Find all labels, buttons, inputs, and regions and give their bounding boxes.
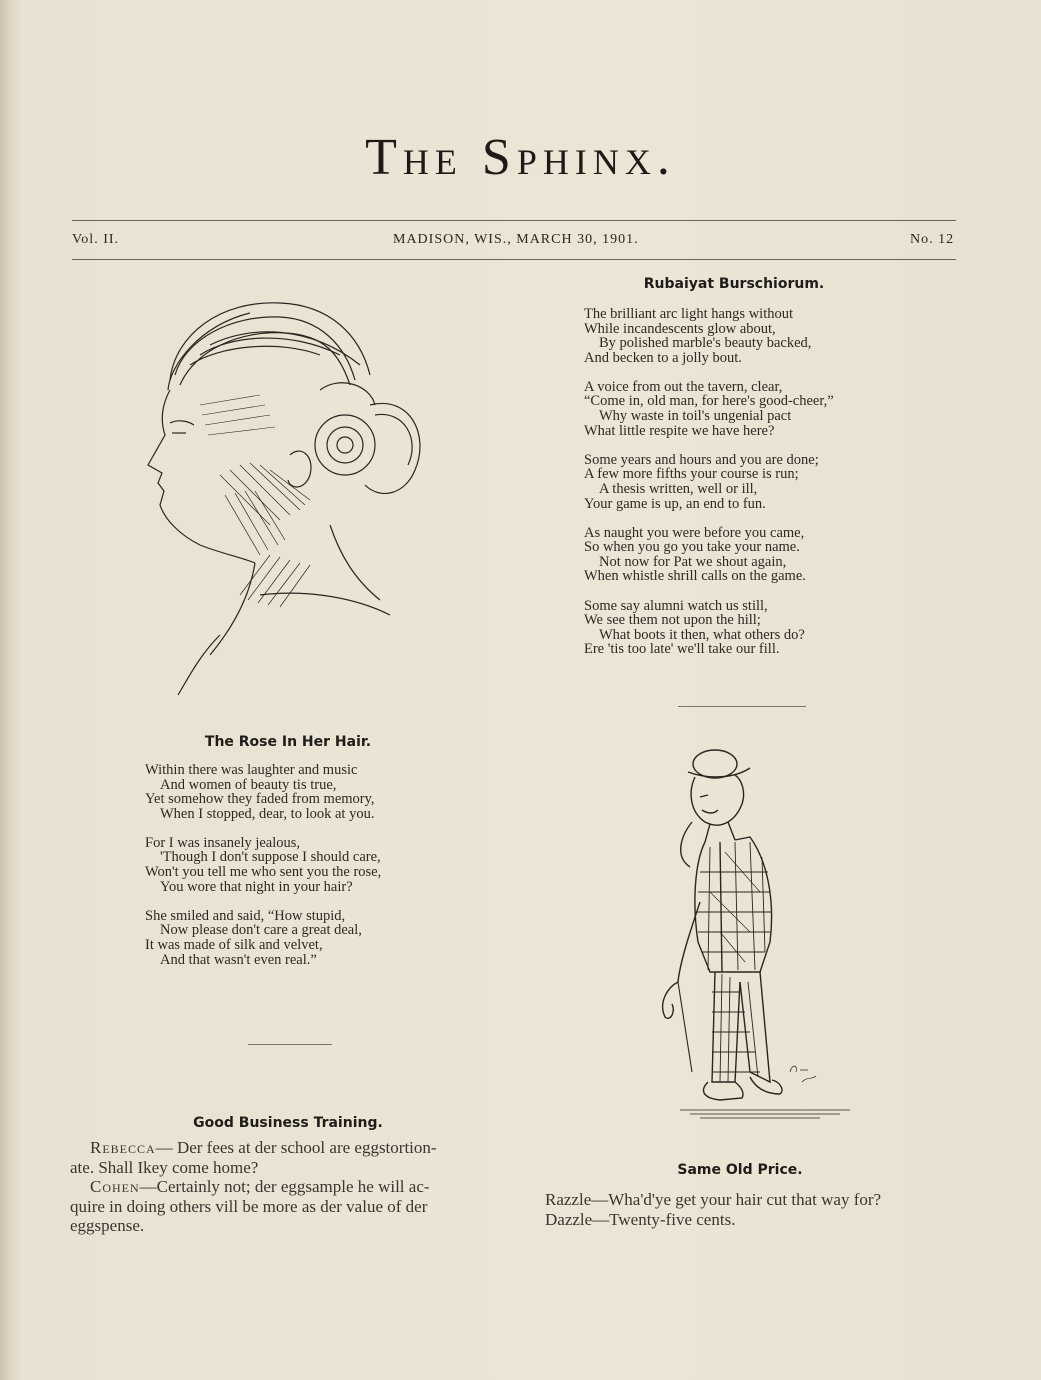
dialogue-line: Razzle—Wha'd'ye get your hair cut that way for? [545,1190,882,1209]
place-date-label: MADISON, WIS., MARCH 30, 1901. [393,232,639,247]
price-title: Same Old Price. [677,1162,803,1178]
rose-stanza [145,763,381,821]
rose-title: The Rose In Her Hair. [204,734,372,750]
poem-line: Yet somehow they faded from memory, [145,791,375,808]
rubaiyat-title: Rubaiyat Burschiorum. [643,276,825,292]
poem-line: 'Though I don't suppose I should care, [160,849,381,866]
poem-line: A voice from out the tavern, clear, [584,378,783,395]
poem-line: Your game is up, an end to fun. [584,495,766,512]
rubaiyat-stanza [584,599,834,657]
poem-line: She smiled and said, “How stupid, [145,907,346,924]
poem-line: When I stopped, dear, to look at you. [160,805,375,822]
poem-line: Not now for Pat we shout again, [599,553,787,570]
dialogue-line: Dazzle—Twenty-five cents. [545,1209,736,1229]
dialogue-line: eggspense. [70,1216,145,1235]
rubaiyat-stanza [584,307,834,365]
poem-line: Some years and hours and you are done; [584,451,819,468]
poem-line: Why waste in toil's ungenial pact [599,408,792,425]
poem-line: And becken to a jolly bout. [584,349,742,366]
dandy-man-illustration [650,742,850,1142]
poem-line: For I was insanely jealous, [145,834,301,851]
poem-line: Won't you tell me who sent you the rose, [145,864,382,881]
poem-line: By polished marble's beauty backed, [599,335,812,352]
dialogue-line [70,1138,510,1158]
bottom-rule [72,259,956,260]
poem-line: What little respite we have here? [584,422,775,439]
poem-line: You wore that night in your hair? [160,878,353,895]
rose-stanza [145,909,381,967]
issue-number-label: No. 12 [910,232,955,247]
poem-line: Within there was laughter and music [145,762,358,778]
section-divider [248,1044,332,1045]
dialogue-line [70,1177,510,1197]
dialogue-line: quire in doing others vill be more as der value of der [70,1196,428,1216]
business-dialogue [70,1138,510,1236]
poem-line: It was made of silk and velvet, [145,936,323,953]
poem-line: Some say alumni watch us still, [584,597,768,614]
section-divider [678,706,806,707]
dialogue-line: ate. Shall Ikey come home? [70,1157,259,1177]
poem-line: A thesis written, well or ill, [599,480,758,497]
poem-line: And women of beauty tis true, [160,776,337,793]
poem-line: And that wasn't even real.” [160,951,317,968]
poem-line: Now please don't care a great deal, [160,922,362,939]
price-dialogue [545,1190,1025,1229]
poem-line: While incandescents glow about, [584,320,776,337]
top-rule [72,220,956,221]
rubaiyat-stanza [584,380,834,438]
poem-line: So when you go you take your name. [584,539,800,556]
woman-portrait-illustration [140,295,440,705]
poem-line: We see them not upon the hill; [584,612,761,629]
rubaiyat-stanza [584,453,834,511]
poem-line: The brilliant arc light hangs without [584,306,793,322]
poem-line: Ere 'tis too late' we'll take our fill. [584,641,780,658]
poem-line: When whistle shrill calls on the game. [584,568,806,585]
speaker-name: Rebecca [90,1138,156,1157]
speaker-name: Cohen [90,1177,140,1196]
masthead-title: The Sphinx. [365,129,676,186]
poem-line: “Come in, old man, for here's good-cheer,” [584,393,834,410]
volume-label: Vol. II. [72,232,120,247]
poem-line: What boots it then, what others do? [599,626,805,643]
business-title: Good Business Training. [193,1115,383,1131]
poem-line: As naught you were before you came, [584,524,805,541]
rose-stanza [145,836,381,894]
rose-poem [145,763,381,982]
rubaiyat-stanza [584,526,834,584]
dialogue-text: —Certainly not; der eggsample he will ac- [139,1177,430,1196]
rubaiyat-poem [584,307,834,671]
dialogue-text: — Der fees at der school are eggstortion- [155,1138,437,1157]
poem-line: A few more fifths your course is run; [584,466,799,483]
